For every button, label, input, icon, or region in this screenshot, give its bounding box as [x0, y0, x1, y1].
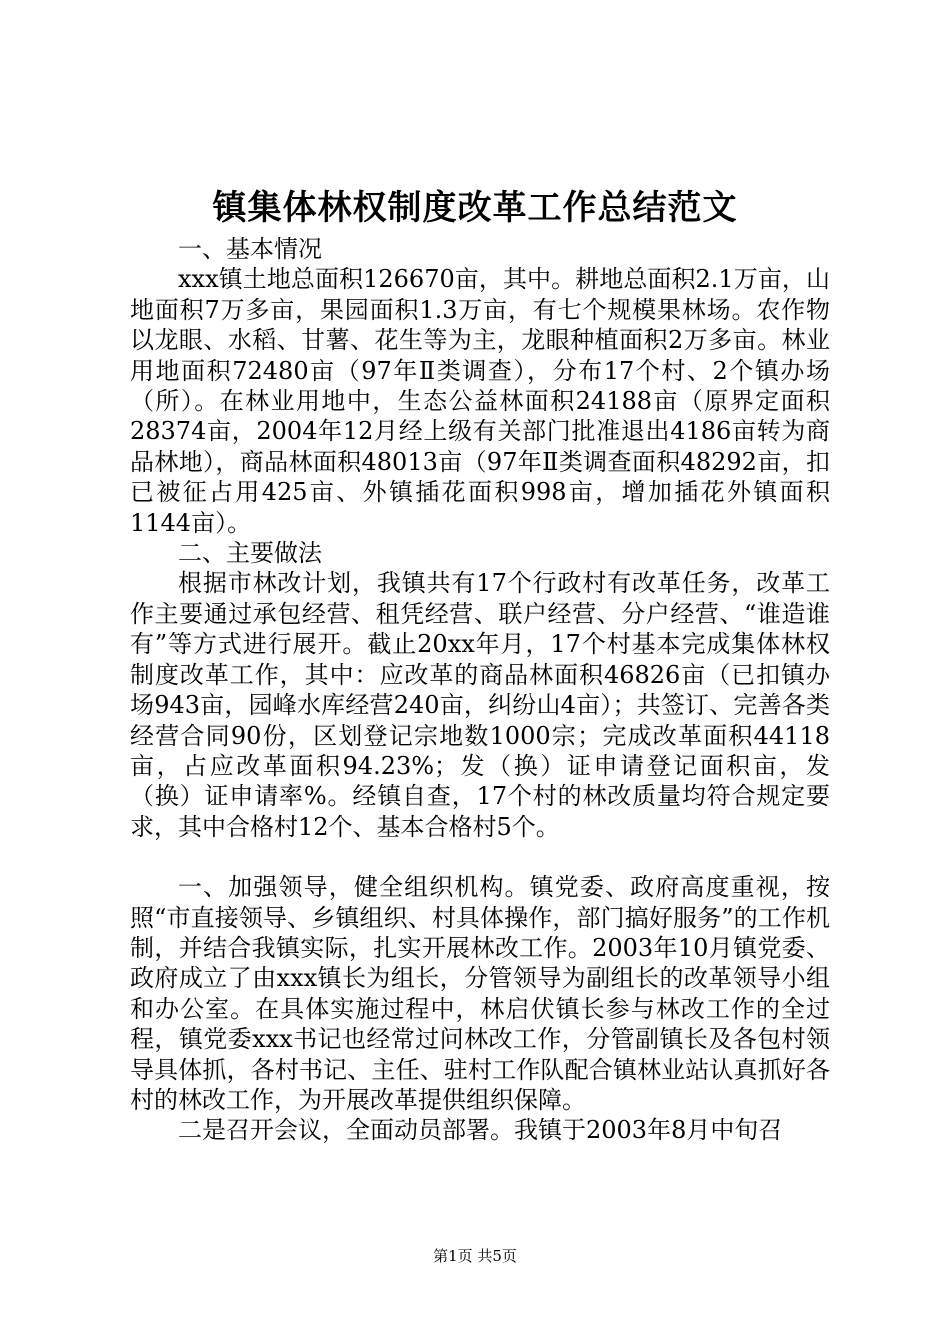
paragraph-meetings: 二是召开会议，全面动员部署。我镇于2003年8月中旬召: [178, 1116, 783, 1145]
document-body: [130, 234, 830, 1146]
paragraph-land-area: xxx镇土地总面积126670亩，其中。耕地总面积2.1万亩，山地面积7万多亩，果园面积1.3万亩，有七个规模果林场。农作物以龙眼、水稻、甘薯、花生等为主，龙眼种植面积2万多亩。林业用地面积72480亩（97年Ⅱ类调查），分布17个村、2个镇办场（所）。在林业用地中，生态公益林面积24188亩（原界定面积28374亩，2004年12月经上级有关部门批准退出4186亩转为商品林地），商品林面积48013亩（97年Ⅱ类调查面积48292亩，扣已被征占用425亩、外镇插花面积998亩，增加插花外镇面积1144亩）。: [130, 265, 830, 537]
document-title: 镇集体林权制度改革工作总结范文: [212, 188, 738, 228]
section-heading-basic-situation: 一、基本情况: [178, 235, 322, 263]
paragraph-spacer: [130, 842, 830, 872]
paragraph-leadership: 一、加强领导，健全组织机构。镇党委、政府高度重视，按照“市直接领导、乡镇组织、村具体操作，部门搞好服务”的工作机制，并结合我镇实际，扎实开展林改工作。2003年10月镇党委、政府成立了由xxx镇长为组长，分管领导为副组长的改革领导小组和办公室。在具体实施过程中，林启伏镇长参与林改工作的全过程，镇党委xxx书记也经常过问林改工作，分管副镇长及各包村领导具体抓，各村书记、主任、驻村工作队配合镇林业站认真抓好各村的林改工作，为开展改革提供组织保障。: [130, 873, 830, 1114]
paragraph-reform-progress: 根据市林改计划，我镇共有17个行政村有改革任务，改革工作主要通过承包经营、租凭经营、联户经营、分户经营、“谁造谁有”等方式进行展开。截止20xx年月，17个村基本完成集体林权制度改革工作，其中：应改革的商品林面积46826亩（已扣镇办场943亩，园峰水库经营240亩，纠纷山4亩）；共签订、完善各类经营合同90份，区划登记宗地数1000宗；完成改革面积44118亩，占应改革面积94.23%；发（换）证申请登记面积亩，发（换）证申请率%。经镇自查，17个村的林改质量均符合规定要求，其中合格村12个、基本合格村5个。: [130, 569, 830, 841]
section-heading-main-practices: 二、主要做法: [178, 539, 322, 568]
page-footer: 第1页 共5页: [433, 1247, 517, 1265]
